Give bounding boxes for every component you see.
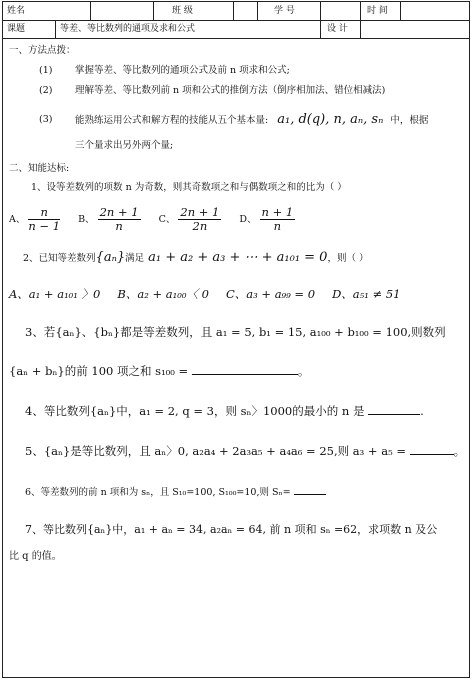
student-id-field[interactable]: [321, 2, 361, 20]
q1-option-c[interactable]: C、 $\frac{2n + 1}{2n}$: [158, 205, 220, 233]
topic-value: 等差、等比数列的通项及求和公式: [56, 20, 321, 38]
question-3-line-2: {aₙ + bₙ}的前 100 项之和 s₁₀₀ = 。: [9, 364, 310, 378]
method-item-3-text-a: 能熟练运用公式和解方程的技能从五个基本量:: [75, 115, 269, 126]
section-1-title: 一、方法点拨：: [9, 45, 76, 56]
time-field[interactable]: [401, 2, 469, 20]
name-label: 姓名: [3, 2, 91, 20]
question-1-options: [9, 202, 298, 238]
q3-answer-blank[interactable]: [192, 374, 298, 375]
five-quantities-formula: a₁, d(q), n, aₙ, sₙ: [277, 112, 384, 127]
method-item-3-text-b: 中，根据: [390, 115, 429, 126]
q1-option-d[interactable]: D、 $\frac{n + 1}{n}$: [239, 205, 294, 233]
method-item-2-number: (2): [39, 85, 53, 96]
time-label: 时 间: [361, 2, 401, 20]
q6-answer-blank[interactable]: [294, 494, 326, 495]
question-2-options: [9, 285, 400, 305]
question-1-stem: 1、设等差数列的项数 n 为奇数，则其奇数项之和与偶数项之和的比为（ ）: [31, 182, 347, 193]
method-item-3-number: (3): [39, 114, 53, 125]
header-row-1: [3, 2, 469, 21]
question-4: 4、等比数列{aₙ}中，a₁ = 2, q = 3，则 sₙ〉1000的最小的 n 是 .: [25, 404, 424, 418]
question-2-stem: 2、已知等差数列{aₙ}满足 a₁ + a₂ + a₃ + ⋯ + a₁₀₁ = 0，则（ ）: [23, 250, 369, 265]
method-item-3-text-c: 三个量求出另外两个量;: [75, 140, 174, 151]
question-3-line-1: 3、若{aₙ}、{bₙ}都是等差数列，且 a₁ = 5, b₁ = 15, a₁₀₀ + b₁₀₀ = 100,则数列: [25, 325, 446, 339]
name-field[interactable]: [91, 2, 154, 20]
class-field[interactable]: [234, 2, 258, 20]
method-item-1-text: 掌握等差、等比数列的通项公式及前 n 项求和公式;: [75, 65, 290, 76]
question-5: 5、{aₙ}是等比数列，且 aₙ〉0, a₂a₄ + 2a₃a₅ + a₄a₆ = 25,则 a₃ + a₅ = 。: [25, 444, 466, 458]
question-7-line-2: 比 q 的值。: [9, 551, 62, 562]
q2-option-c[interactable]: C、a₃ + a₉₉ = 0: [225, 287, 316, 301]
worksheet: [2, 1, 470, 678]
q2-option-d[interactable]: D、a₅₁ ≠ 51: [332, 287, 401, 301]
design-label: 设 计: [321, 20, 361, 38]
header-row-2: [3, 20, 469, 39]
design-field[interactable]: [361, 20, 469, 38]
q1-option-a[interactable]: A、 $\frac{n}{n - 1}$: [9, 205, 61, 233]
q5-answer-blank[interactable]: [410, 454, 454, 455]
question-6: 6、等差数列的前 n 项和为 sₙ，且 S₁₀=100, S₁₀₀=10,则 Sₙ=: [25, 484, 326, 502]
q2-option-b[interactable]: B、a₂ + a₁₀₀〈 0: [117, 287, 209, 301]
method-item-3-text: [75, 113, 428, 128]
q2-condition-formula: a₁ + a₂ + a₃ + ⋯ + a₁₀₁ = 0: [148, 250, 328, 265]
method-item-2-text: 理解等差、等比数列前 n 项和公式的推倒方法（倒序相加法、错位相减法): [75, 85, 386, 96]
answer-work-area[interactable]: [9, 574, 463, 672]
class-label: 班 级: [154, 2, 234, 20]
q4-answer-blank[interactable]: [368, 414, 420, 415]
section-2-title: 二、知能达标:: [9, 163, 70, 174]
topic-label: 课题: [3, 20, 56, 38]
question-7-line-1: 7、等比数列{aₙ}中，a₁ + aₙ = 34, a₂aₙ = 64, 前 n 项和 sₙ =62，求项数 n 及公: [25, 523, 438, 536]
sequence-a-n: {aₙ}: [95, 250, 126, 265]
q2-option-a[interactable]: A、a₁ + a₁₀₁ 〉0: [9, 287, 101, 301]
student-id-label: 学 号: [258, 2, 321, 20]
q1-option-b[interactable]: B、 $\frac{2n + 1}{n}$: [78, 205, 139, 233]
method-item-1-number: (1): [39, 65, 53, 76]
